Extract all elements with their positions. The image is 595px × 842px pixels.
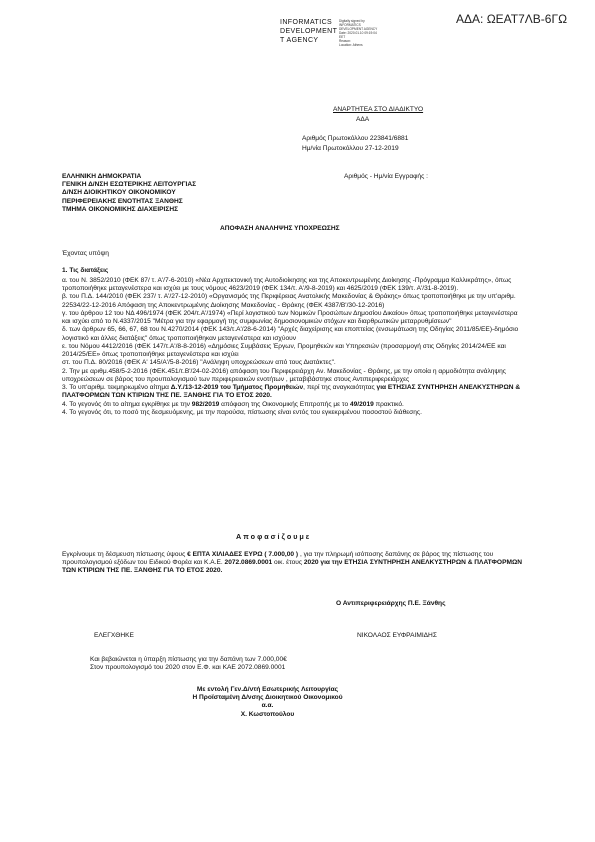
certification-line: Στον προυπολογισμό του 2020 στον Ε.Φ. και ΚΑΕ 2072.0869.0001 bbox=[90, 664, 286, 672]
decide-paragraph bbox=[62, 551, 522, 576]
item-4-minutes: 49/2019 bbox=[349, 400, 374, 408]
stamp-line: Digitally signed by bbox=[339, 19, 365, 23]
authority-line: ΕΛΛΗΝΙΚΗ ΔΗΜΟΚΡΑΤΙΑ bbox=[62, 173, 142, 180]
decide-text: , για την πληρωμή ισόποσης δαπάνης σε βάρος της πίστωσης του προυπολογισμού εξόδων του Ειδικού Φορέα και Κ.Α.Ε. bbox=[62, 551, 494, 567]
decide-body bbox=[62, 551, 522, 576]
checked-label: ΕΛΕΓΧΘΗΚΕ bbox=[94, 632, 134, 639]
logo-line: INFORMATICS bbox=[280, 19, 333, 26]
stamp-line: INFORMATICS bbox=[339, 23, 361, 27]
digital-signature-stamp bbox=[339, 19, 377, 47]
item-4-decision: 982/2019 bbox=[191, 400, 220, 408]
order-line: Με εντολή Γεν.Δ/ντή Εσωτερικής Λειτουργίας bbox=[196, 686, 339, 693]
certification-block bbox=[90, 656, 287, 672]
order-block bbox=[0, 686, 595, 719]
decide-kae: 2072.0869.0001 bbox=[224, 559, 273, 567]
protocol-number: Αριθμός Πρωτοκόλλου 223841/6881 bbox=[302, 135, 409, 142]
stamp-line: Reason: bbox=[339, 39, 351, 43]
authority-line: Δ/ΝΣΗ ΔΙΟΙΚΗΤΙΚΟΥ ΟΙΚΟΝΟΜΙΚΟΥ bbox=[62, 189, 176, 197]
signature-logo bbox=[280, 19, 337, 45]
provision-item: ε. του Νόμου 4412/2016 (ΦΕΚ 147/τ.Α'/8-8-2016) «Δημόσιες Συμβάσεις Έργων, Προμηθειών και Υπηρεσιών (προσαρμογή στις Οδηγίες 2014/24/ΕΕ και 2014/25/ΕΕ» όπως τροποποιήθηκε μεταγενέστερα και ισχύει bbox=[62, 342, 506, 359]
item-3-text: 3. Το υπ'αριθμ. τεκμηριωμένο αίτημα bbox=[62, 384, 171, 392]
item-3-text: , περί της αναγκαιότητας bbox=[303, 384, 377, 392]
posted-online-label: ΑΝΑΡΤΗΤΕΑ ΣΤΟ ΔΙΑΔΙΚΤΥΟ bbox=[333, 106, 424, 113]
considering-label: Έχοντας υπόψη bbox=[62, 250, 109, 257]
item-3 bbox=[62, 384, 522, 400]
certification-line: Και βεβαιώνεται η ύπαρξη πίστωσης για την δαπάνη των 7.000,00€ bbox=[90, 656, 287, 663]
item-4-text: 4. Το γεγονός ότι το αίτημα εγκρίθηκε με την bbox=[62, 400, 192, 408]
logo-line: T AGENCY bbox=[280, 36, 319, 44]
decide-subject: για την ΕΤΗΣΙΑ ΣΥΝΤΗΡΗΣΗ ΑΝΕΛΚΥΣΤΗΡΩΝ & ΠΛΑΤΦΟΡΜΩΝ ΤΩΝ ΚΤΙΡΙΩΝ ΤΗΣ ΠΕ. ΞΑΝΘΗΣ ΓΙΑ ΤΟ ΕΤΟΣ 2020. bbox=[62, 559, 523, 575]
provision-item: δ. των άρθρων 65, 66, 67, 68 του Ν.4270/2014 (ΦΕΚ 143/τ.Α'/28-6-2014) "Αρχές διαχείρισης και εποπτείας (ενσωμάτωση της Οδηγίας 2011/85/ΕΕ)-δημόσιο λογιστικό και άλλες διατάξεις" όπως τροποποιήθηκαν μεταγενέστερα και ισχύουν bbox=[62, 326, 519, 342]
logo-line: DEVELOPMENT bbox=[280, 27, 338, 35]
protocol-date: Ημ/νία Πρωτοκόλλου 27-12-2019 bbox=[302, 145, 399, 152]
ada-code: ΑΔΑ: ΩΕΑΤ7ΛΒ-6ΓΩ bbox=[456, 12, 568, 26]
signer-name: ΝΙΚΟΛΑΟΣ ΕΥΦΡΑΙΜΙΔΗΣ bbox=[357, 632, 437, 639]
authority-line: ΠΕΡΙΦΕΡΕΙΑΚΗΣ ΕΝΟΤΗΤΑΣ ΞΑΝΘΗΣ bbox=[62, 197, 183, 205]
item-2: 2. Την με αριθμ.458/5-2-2016 (ΦΕΚ.451/τ.Β'/24-02-2016) απόφαση του Περιφερειάρχη Αν. Μακεδονίας - Θράκης, με την οποία η αρμοδιότητα ανάληψης υποχρεώσεων σε βάρος του προυπολογισμού των περιφερειακών ενοτήτων , μεταβιβάστηκε στους Αντιπεριφερειάρχες bbox=[62, 367, 506, 383]
order-line: α.α. bbox=[261, 702, 274, 710]
authority-block bbox=[62, 173, 196, 214]
provisions-list bbox=[62, 277, 522, 417]
deputy-signer: Ο Αντιπεριφερειάρχης Π.Ε. Ξάνθης bbox=[336, 600, 446, 607]
posted-ada-label: ΑΔΑ bbox=[356, 116, 370, 123]
registry-label: Αριθμός - Ημ/νία Εγγραφής : bbox=[344, 173, 428, 180]
decide-text: Εγκρίνουμε τη δέσμευση πίστωσης ύψους bbox=[62, 551, 188, 558]
order-line: Χ. Κωστοπούλου bbox=[240, 710, 295, 718]
stamp-line: Location: Athens bbox=[339, 43, 363, 47]
stamp-line: DEVELOPMENT AGENCY bbox=[339, 27, 378, 31]
order-line: Η Προϊσταμένη Δ/νσης Διοικητικού Οικονομικού bbox=[192, 694, 343, 702]
item-4-text: πρακτικό. bbox=[373, 400, 404, 408]
provision-item: στ. του Π.Δ. 80/2016 (ΦΕΚ Α' 145/Α'/5-8-2016) "Ανάληψη υποχρεώσεων από τους Διατάκτες". bbox=[62, 359, 336, 367]
stamp-line: EET bbox=[339, 35, 346, 39]
decision-title: ΑΠΟΦΑΣΗ ΑΝΑΛΗΨΗΣ ΥΠΟΧΡΕΩΣΗΣ bbox=[220, 225, 340, 232]
provision-item: β. του Π.Δ. 144/2010 (ΦΕΚ 237/ τ. Α'/27-12-2010) «Οργανισμός της Περιφέρειας Ανατολικής Μακεδονίας & Θράκης» όπως τροποποιήθηκε με την υπ'αριθμ. 22534/22-12-2016 Απόφαση της Αποκεντρωμένης Διοίκησης Μακεδονίας - Θράκης (ΦΕΚ 4387/Β'/30-12-2016) bbox=[62, 293, 516, 309]
stamp-line: Date: 2020.01.10 09:19:04 bbox=[339, 31, 377, 35]
item-5: 4. Το γεγονός ότι, το ποσό της δεσμευόμενης, με την παρούσα, πίστωσης είναι εντός του εγκεκριμένου ποσοστού διάθεσης. bbox=[62, 408, 422, 416]
decide-title: Α π ο φ α σ ί ζ ο υ μ ε bbox=[236, 532, 310, 541]
decide-year: 2020 bbox=[303, 559, 319, 567]
authority-line: ΤΜΗΜΑ ΟΙΚΟΝΟΜΙΚΗΣ ΔΙΑΧΕΙΡΙΣΗΣ bbox=[62, 205, 179, 213]
provision-item: α. του Ν. 3852/2010 (ΦΕΚ 87/ τ. Α'/7-6-2010) «Νέα Αρχιτεκτονική της Αυτοδιοίκησης και της Αποκεντρωμένης Διοίκησης -Πρόγραμμα Καλλικράτης», όπως τροποποιήθηκε μεταγενέστερα και ισχύει με τους νόμους 4623/2019 (ΦΕΚ 134/τ. Α'/9-8-2019) και 4625/2019 (ΦΕΚ 139/τ. Α'/31-8-2019). bbox=[62, 277, 512, 293]
item-3-subject: για ΕΤΗΣΙΑΣ ΣΥΝΤΗΡΗΣΗ ΑΝΕΛΚΥΣΤΗΡΩΝ & ΠΛΑΤΦΟΡΜΩΝ ΤΩΝ ΚΤΙΡΙΩΝ ΤΗΣ ΠΕ. ΞΑΝΘΗΣ ΓΙΑ ΤΟ ΕΤΟΣ 2020. bbox=[62, 384, 521, 400]
item-3-request: Δ.Υ./13-12-2019 του Τμήματος Προμηθειών bbox=[170, 384, 304, 392]
authority-line: ΓΕΝΙΚΗ Δ/ΝΣΗ ΕΣΩΤΕΡΙΚΗΣ ΛΕΙΤΟΥΡΓΙΑΣ bbox=[62, 181, 197, 189]
provisions-heading: 1. Τις διατάξεις bbox=[62, 267, 109, 274]
decide-amount: € ΕΠΤΑ ΧΙΛΙΑΔΕΣ ΕΥΡΩ ( 7.000,00 ) bbox=[187, 551, 299, 558]
provision-item: γ. του άρθρου 12 του ΝΔ 496/1974 (ΦΕΚ 204/τ.Α'/1974) «Περί λογιστικού των Νομικών Προσώπων Δημοσίου Δικαίου» όπως τροποποιήθηκε μεταγενέστερα και ισχύει από το Ν.4337/2015 "Μέτρα για την εφαρμογή της συμφωνίας δημοσιονομικών στόχων και διαρθρωτικών μεταρρυθμίσεων" bbox=[62, 309, 518, 326]
item-4-text: απόφαση της Οικονομικής Επιτροπής με το bbox=[219, 400, 350, 408]
item-4 bbox=[62, 401, 522, 409]
decide-text: οικ. έτους bbox=[272, 559, 304, 567]
